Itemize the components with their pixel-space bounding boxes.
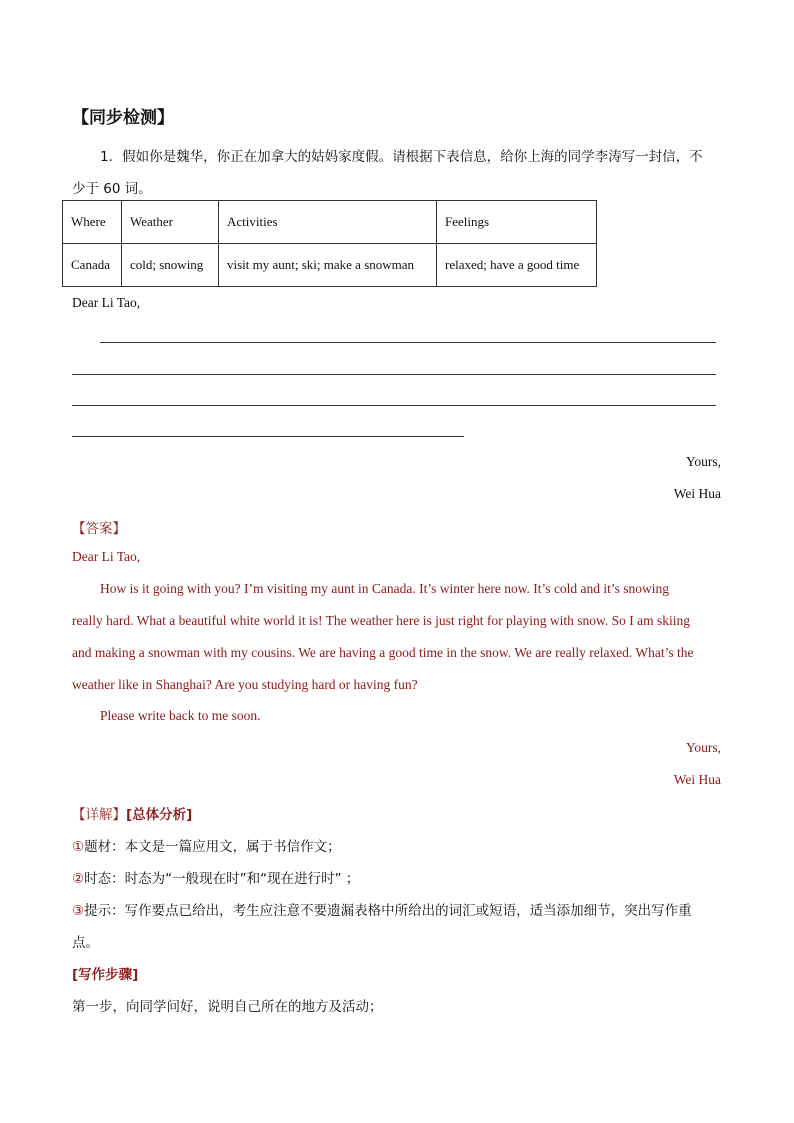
item-3-number: ③ — [72, 903, 85, 919]
letter-signature: Wei Hua — [673, 486, 721, 501]
answer-line-2: really hard. What a beautiful white world it is! The weather here is just right for playing with snow. So I am skiing — [72, 613, 690, 628]
header-activities: Activities — [219, 201, 437, 244]
cell-weather: cold; snowing — [122, 244, 219, 287]
answer-greeting: Dear Li Tao, — [72, 549, 141, 564]
analysis-heading-row — [72, 803, 192, 823]
table-row — [63, 244, 597, 287]
item-3-text: 提示：写作要点已给出，考生应注意不要遗漏表格中所给出的词汇或短语，适当添加细节，突出写作重 — [84, 903, 692, 919]
table-header-row — [63, 201, 597, 244]
analysis-item-1 — [72, 835, 341, 855]
cell-feelings: relaxed; have a good time — [437, 244, 597, 287]
answer-line-1: How is it going with you? I’m visiting my aunt in Canada. It’s winter here now. It’s cold and it’s snowing — [100, 581, 670, 596]
answer-signature: Wei Hua — [673, 772, 721, 787]
header-feelings: Feelings — [437, 201, 597, 244]
item-2-text: 时态：时态为“一般现在时”和“现在进行时” ； — [84, 871, 360, 887]
item-2-number: ② — [72, 871, 85, 887]
analysis-item-2 — [72, 867, 359, 887]
writing-line-2[interactable] — [72, 374, 716, 375]
letter-closing: Yours, — [685, 454, 721, 469]
header-where: Where — [63, 201, 122, 244]
answer-closing: Yours, — [685, 740, 721, 755]
answer-line-3: and making a snowman with my cousins. We are having a good time in the snow. We are really relaxed. What’s the — [72, 645, 694, 660]
question-line-1: 1．假如你是魏华，你正在加拿大的姑妈家度假。请根据下表信息，给你上海的同学李涛写一封信，不 — [100, 149, 703, 165]
answer-label: 【答案】 — [72, 521, 126, 537]
writing-line-1[interactable] — [100, 342, 716, 343]
cell-where: Canada — [63, 244, 122, 287]
answer-line-4: weather like in Shanghai? Are you studying hard or having fun? — [72, 677, 418, 692]
writing-line-3[interactable] — [72, 405, 716, 406]
analysis-item-3 — [72, 899, 692, 919]
analysis-item-3-continued: 点。 — [72, 935, 99, 951]
header-weather: Weather — [122, 201, 219, 244]
letter-greeting: Dear Li Tao, — [72, 295, 141, 310]
cell-activities: visit my aunt; ski; make a snowman — [219, 244, 437, 287]
info-table — [62, 200, 597, 287]
writing-steps-heading: [写作步骤] — [72, 967, 139, 983]
analysis-label: 【详解】 — [72, 807, 126, 823]
step-1: 第一步，向同学问好，说明自己所在的地方及活动； — [72, 999, 383, 1015]
writing-line-4[interactable] — [72, 436, 464, 437]
item-1-number: ① — [72, 839, 85, 855]
question-line-2: 少于 60 词。 — [72, 181, 152, 197]
item-1-text: 题材：本文是一篇应用文，属于书信作文； — [84, 839, 341, 855]
section-title: 【同步检测】 — [72, 108, 174, 128]
answer-closing-line: Please write back to me soon. — [100, 708, 261, 723]
overall-analysis-heading: [总体分析] — [126, 807, 193, 823]
